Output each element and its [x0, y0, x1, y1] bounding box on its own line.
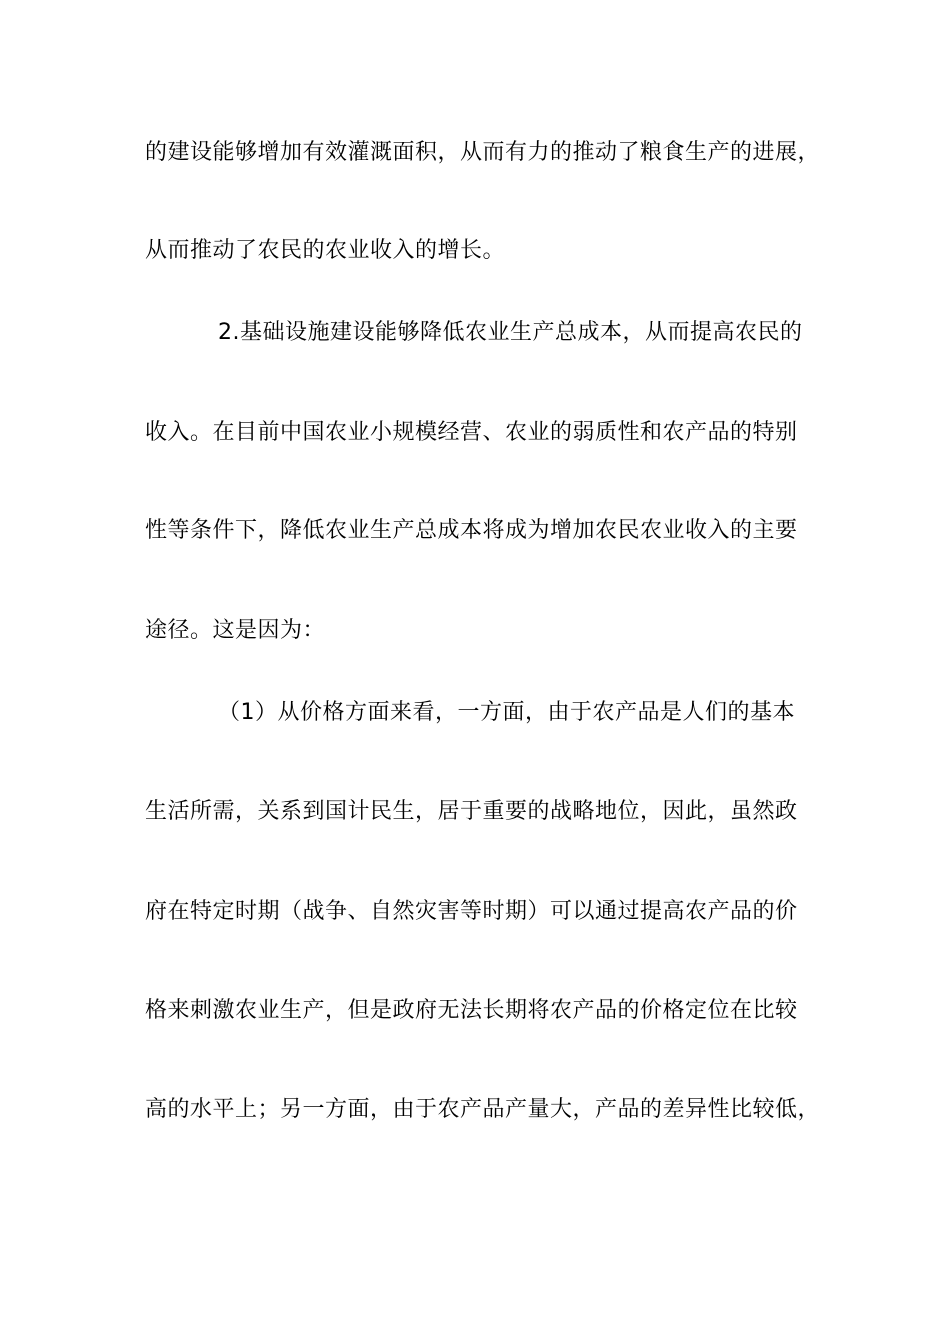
paragraph-2-heading-line: 2.基础设施建设能够降低农业生产总成本，从而提高农民的 — [218, 320, 803, 345]
text-line-10: 格来刺激农业生产，但是政府无法长期将农产品的价格定位在比较 — [145, 998, 798, 1023]
text-line-11: 高的水平上；另一方面，由于农产品产量大，产品的差异性比较低， — [145, 1097, 821, 1122]
text-line-5: 性等条件下，降低农业生产总成本将成为增加农民农业收入的主要 — [145, 518, 798, 543]
text-line-1: 的建设能够增加有效灌溉面积，从而有力的推动了粮食生产的进展， — [145, 140, 821, 165]
text-line-8: 生活所需，关系到国计民生，居于重要的战略地位，因此，虽然政 — [145, 799, 798, 824]
text-line-2: 从而推动了农民的农业收入的增长。 — [145, 238, 506, 263]
text-line-4: 收入。在目前中国农业小规模经营、农业的弱质性和农产品的特别 — [145, 420, 798, 445]
paragraph-sub-1-line: （1）从价格方面来看，一方面，由于农产品是人们的基本 — [218, 700, 795, 725]
text-line-9: 府在特定时期（战争、自然灾害等时期）可以通过提高农产品的价 — [145, 899, 798, 924]
text-line-6: 途径。这是因为： — [145, 618, 326, 643]
